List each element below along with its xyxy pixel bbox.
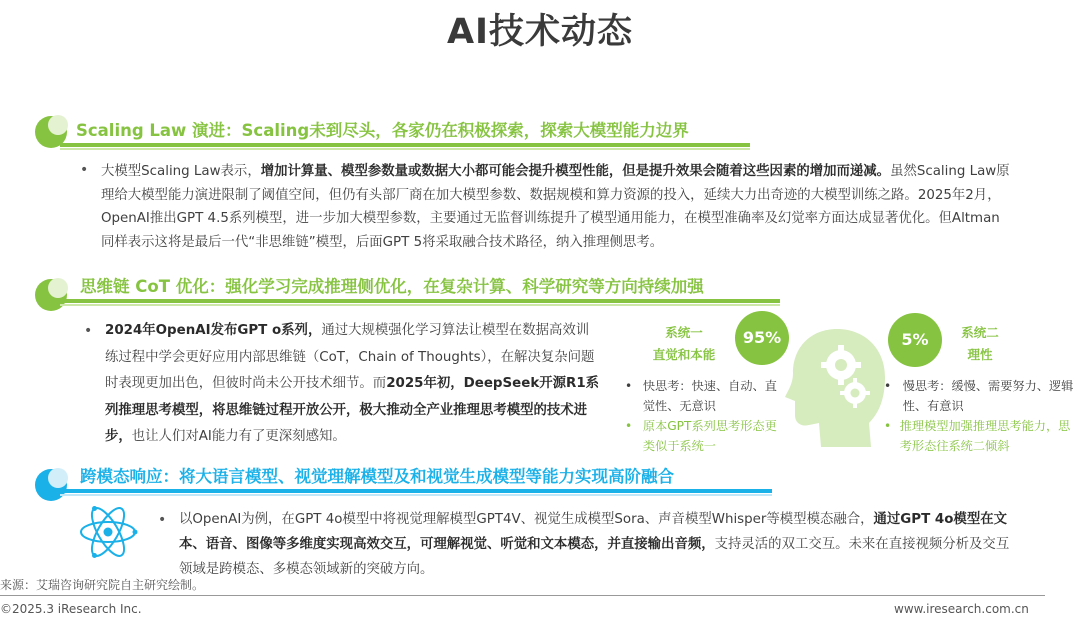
section-divider-light (60, 148, 750, 150)
section-title-scaling-law: Scaling Law 演进：Scaling未到尽头，各家仍在积极探索，探索大模型能力边界 (76, 121, 689, 140)
list-item: • 原本GPT系列思考形态更类似于系统一 (625, 419, 777, 453)
section-divider-light (60, 494, 772, 496)
list-item: • 快思考：快速、自动、直觉性、无意识 (625, 379, 777, 413)
system1-percent: 95% (735, 311, 789, 365)
section-divider (60, 489, 772, 493)
system2-title (940, 322, 1020, 366)
page-title: AI技术动态 (446, 12, 634, 52)
section-divider (60, 143, 750, 147)
system2-title-line1: 系统二 (961, 325, 999, 340)
bullet-dot: • (80, 162, 89, 178)
section-title-cross-modal: 跨模态响应：将大语言模型、视觉理解模型及和视觉生成模型等能力实现高阶融合 (80, 467, 674, 486)
head-gears-icon (785, 327, 885, 449)
bullet-dot: • (84, 323, 93, 339)
section-paragraph: 2024年OpenAI发布GPT o系列，通过大规模强化学习算法让模型在数据高效训练过程中学会更好应用内部思维链（CoT，Chain of Thoughts），在解决复杂问题时表现更加出色，但彼时尚未公开技术细节。而2025年初，DeepSeek开源R1系列推理思考模型，将思维链过程开放公开，极大推动全产业推理思考模型的技术进步，也让人们对AI能力有了更深刻感知。 (105, 323, 600, 444)
website-link[interactable]: www.iresearch.com.cn (894, 602, 1029, 616)
system2-percent: 5% (888, 313, 942, 367)
system1-title-line2: 直觉和本能 (652, 347, 716, 362)
section-paragraph: 大模型Scaling Law表示，增加计算量、模型参数量或数据大小都可能会提升模型性能，但是提升效果会随着这些因素的增加而递减。虽然Scaling Law原理给大模型能力演进限制了阈值空间，但仍有头部厂商在加大模型参数、数据规模和算力资源的投入，延续大力出奇迹的大模型训练之路。2025年2月，OpenAI推出GPT 4.5系列模型，进一步加大模型参数，主要通过无监督训练提升了模型通用能力，在模型准确率及幻觉率方面达成显著优化。但Altman同样表示这将是最后一代“非思维链”模型，后面GPT 5将采取融合技术路径，纳入推理侧思考。 (101, 164, 1010, 250)
system2-title-line2: 理性 (967, 347, 993, 362)
section-divider-light (60, 304, 780, 306)
system1-title-line1: 系统一 (665, 325, 703, 340)
section-marker-icon (34, 278, 68, 312)
copyright: ©2025.3 iResearch Inc. (0, 602, 142, 616)
source-note: 来源：艾瑞咨询研究院自主研究绘制。 (0, 578, 205, 592)
system1-list (625, 376, 785, 456)
section-title-cot: 思维链 CoT 优化：强化学习完成推理侧优化，在复杂计算、科学研究等方向持续加强 (80, 277, 704, 296)
section-paragraph: 以OpenAI为例，在GPT 4o模型中将视觉理解模型GPT4V、视觉生成模型Sora、声音模型Whisper等模型模态融合，通过GPT 4o模型在文本、语音、图像等多维度实现高效交互，可理解视觉、听觉和文本模态，并直接输出音频，支持灵活的双工交互。未来在直接视频分析及交互领域是跨模态、多模态领域新的突破方向。 (179, 512, 1010, 577)
system2-list (884, 376, 1076, 456)
section-marker-icon (34, 468, 68, 502)
list-item: • 推理模型加强推理思考能力，思考形态往系统二倾斜 (884, 419, 1071, 453)
footer-divider (0, 595, 1045, 596)
section-divider (60, 299, 780, 303)
system1-title (642, 322, 726, 366)
bullet-dot: • (158, 512, 167, 528)
atom-icon (78, 503, 138, 561)
list-item: • 慢思考：缓慢、需要努力、逻辑性、有意识 (884, 379, 1074, 413)
